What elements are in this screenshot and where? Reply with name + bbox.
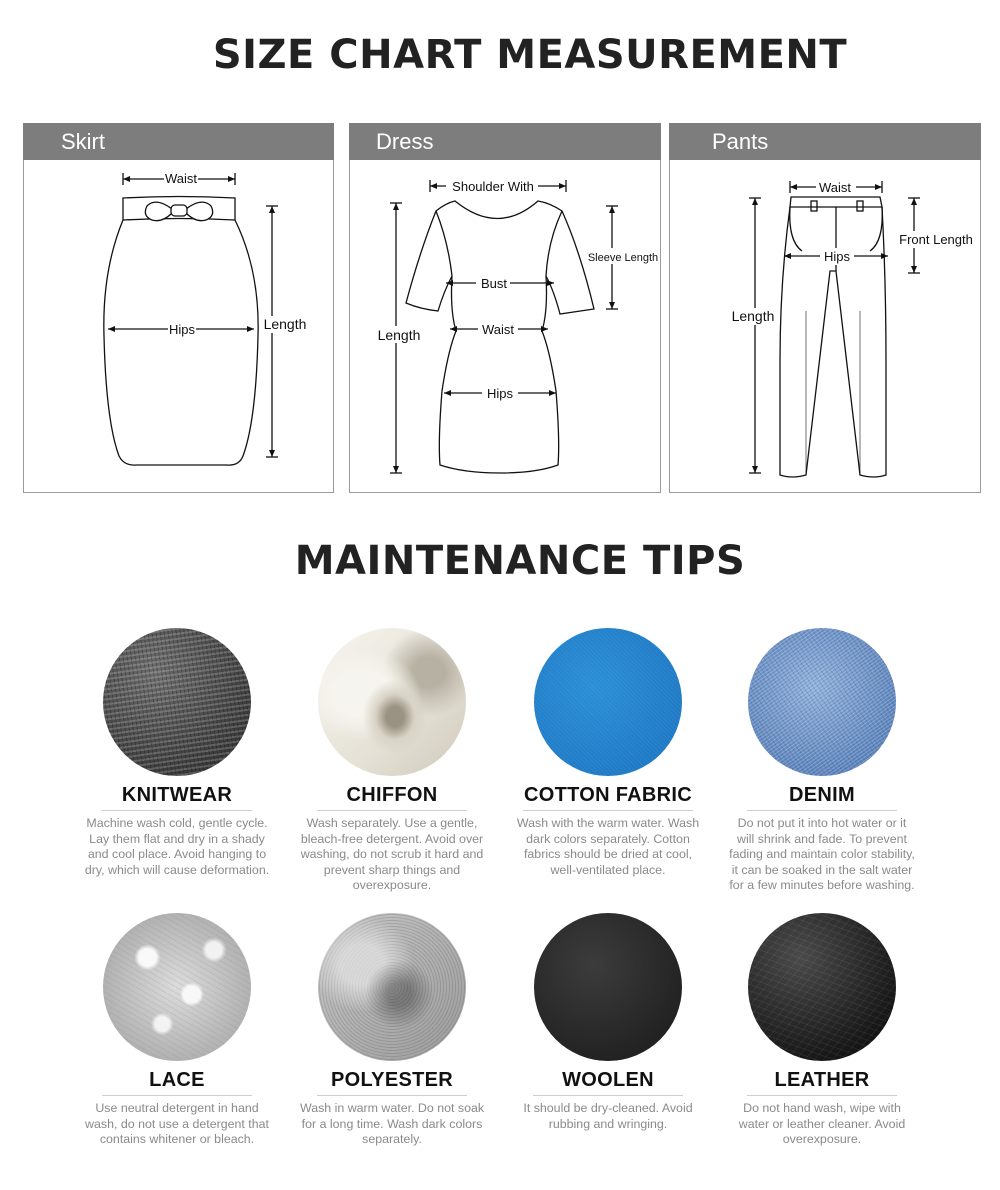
pants-waist-label: Waist bbox=[818, 180, 852, 195]
fabric-card-chiffon bbox=[282, 628, 502, 894]
fabric-name: CHIFFON bbox=[317, 784, 467, 811]
fabric-desc: Use neutral detergent in hand wash, do not use a detergent that contains whitener or bleach. bbox=[85, 1101, 269, 1147]
dress-length-label: Length bbox=[377, 327, 421, 343]
fabric-desc: Wash in warm water. Do not soak for a long time. Wash dark colors separately. bbox=[299, 1101, 485, 1147]
skirt-header: Skirt bbox=[23, 123, 334, 160]
pants-front-length-label: Front Length bbox=[899, 232, 973, 247]
dress-diagram bbox=[350, 161, 660, 492]
leather-swatch bbox=[748, 913, 896, 1061]
skirt-waist-label: Waist bbox=[164, 171, 198, 186]
woolen-swatch bbox=[534, 913, 682, 1061]
dress-waist-label: Waist bbox=[481, 322, 515, 337]
fabric-card-knitwear bbox=[67, 628, 287, 878]
fabric-name: WOOLEN bbox=[533, 1069, 683, 1096]
chiffon-swatch bbox=[318, 628, 466, 776]
fabric-name: LEATHER bbox=[747, 1069, 897, 1096]
pants-panel bbox=[669, 123, 981, 493]
fabric-desc: Do not put it into hot water or it will shrink and fade. To prevent fading and maintain color stability, it can be soaked in the salt water for a few minutes before washing. bbox=[729, 816, 915, 893]
pants-diagram bbox=[670, 161, 980, 492]
fabric-card-leather bbox=[712, 913, 932, 1148]
fabric-desc: Wash separately. Use a gentle, bleach-free detergent. Avoid over washing, do not scrub it hard and prevent sharp things and overexposure. bbox=[300, 816, 484, 893]
size-chart-title: SIZE CHART MEASUREMENT bbox=[212, 32, 848, 78]
maintenance-title: MAINTENANCE TIPS bbox=[294, 538, 746, 584]
skirt-hips-label: Hips bbox=[168, 322, 196, 337]
dress-header: Dress bbox=[349, 123, 661, 160]
fabric-card-cotton bbox=[498, 628, 718, 878]
fabric-name: LACE bbox=[102, 1069, 252, 1096]
dress-shoulder-label: Shoulder With bbox=[452, 179, 534, 194]
fabric-desc: Wash with the warm water. Wash dark colors separately. Cotton fabrics should be dried at cool, well-ventilated place. bbox=[516, 816, 700, 877]
skirt-length-label: Length bbox=[263, 316, 307, 332]
polyester-swatch bbox=[318, 913, 466, 1061]
fabric-card-polyester bbox=[282, 913, 502, 1148]
lace-swatch bbox=[103, 913, 251, 1061]
dress-sleeve-label: Sleeve Length bbox=[587, 252, 659, 264]
fabric-name: POLYESTER bbox=[317, 1069, 467, 1096]
fabric-desc: It should be dry-cleaned. Avoid rubbing and wringing. bbox=[523, 1101, 693, 1131]
fabric-card-lace bbox=[67, 913, 287, 1148]
pants-header: Pants bbox=[669, 123, 981, 160]
fabric-card-woolen bbox=[498, 913, 718, 1132]
fabric-desc: Machine wash cold, gentle cycle. Lay them flat and dry in a shady and cool place. Avoid hanging to dry, which will cause deformation. bbox=[84, 816, 270, 877]
denim-swatch bbox=[748, 628, 896, 776]
fabric-name: COTTON FABRIC bbox=[523, 784, 693, 811]
fabric-name: DENIM bbox=[747, 784, 897, 811]
skirt-panel bbox=[23, 123, 334, 493]
dress-bust-label: Bust bbox=[480, 276, 508, 291]
fabric-name: KNITWEAR bbox=[102, 784, 252, 811]
fabric-card-denim bbox=[712, 628, 932, 894]
knitwear-swatch bbox=[103, 628, 251, 776]
fabric-desc: Do not hand wash, wipe with water or leather cleaner. Avoid overexposure. bbox=[738, 1101, 906, 1147]
pants-hips-label: Hips bbox=[823, 249, 851, 264]
pants-length-label: Length bbox=[731, 308, 775, 324]
dress-panel bbox=[349, 123, 661, 493]
dress-hips-label: Hips bbox=[486, 386, 514, 401]
cotton-swatch bbox=[534, 628, 682, 776]
skirt-diagram bbox=[24, 161, 333, 492]
